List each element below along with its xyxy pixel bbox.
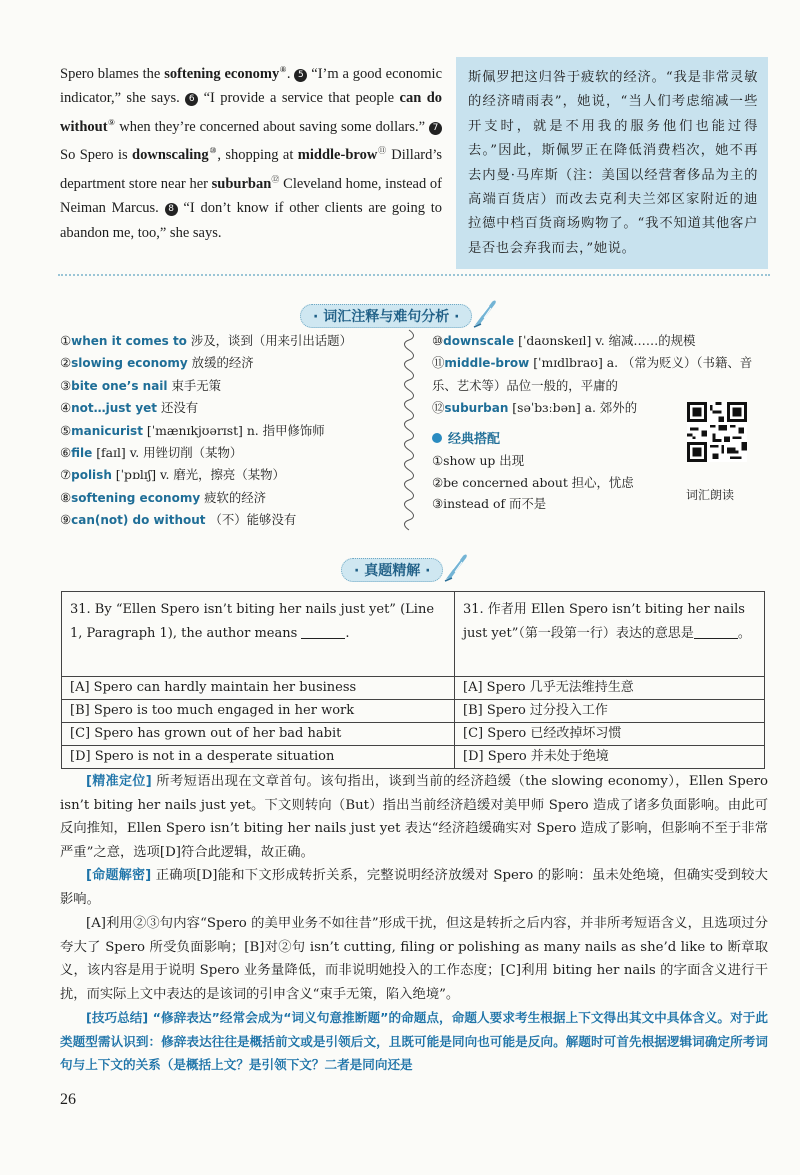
vocab-item: ⑦polish [ˈpɒlɪʃ] v. 磨光，擦亮（某物） <box>60 467 285 483</box>
vocab-item: ⑩downscale [ˈdaʊnskeɪl] v. 缩减……的规模 <box>432 333 696 348</box>
collocation-item: ①show up 出现 <box>432 453 525 469</box>
quill-pen-icon <box>472 298 498 328</box>
option-zh: [A] Spero 几乎无法维持生意 <box>455 677 765 700</box>
exam-section-header <box>341 552 469 582</box>
analysis-distractors: [A]利用②③句内容“Spero 的美甲业务不如往昔”形成干扰，但这是转折之后内容，并非所考短语含义，且选项过分夸大了 Spero 所受负面影响；[B]对②句 isn’t cutting, filing or polishing as many nails as she’d like to 断章取义，该内容是用于说明 Spero 业务量降低，而非说明她投入的工作态度；[C]利用 biting her nails 的字面含义进行干扰，而实际上文中表达的是该词的引申含义“束手无策，陷入绝境”。 <box>60 916 768 1002</box>
quill-pen-icon <box>443 552 469 582</box>
vocab-item: ①when it comes to 涉及，谈到（用来引出话题） <box>60 333 352 348</box>
vocab-item: ⑨can(not) do without （不）能够没有 <box>60 512 297 528</box>
vocab-item: ③bite one’s nail 束手无策 <box>60 377 222 393</box>
option-zh: [C] Spero 已经改掉坏习惯 <box>455 723 765 746</box>
vocab-list-left <box>60 330 390 532</box>
answer-blank <box>301 625 345 639</box>
sentence-marker: 8 <box>165 203 178 216</box>
vocab-item: ⑧softening economy 疲软的经济 <box>60 489 267 505</box>
answer-blank <box>694 625 738 639</box>
qr-label: 词汇朗读 <box>686 488 735 502</box>
vocab-item: ⑥file [faɪl] v. 用锉切削（某物） <box>60 445 243 461</box>
sentence-marker: 6 <box>185 93 198 106</box>
question-en: 31. By “Ellen Spero isn’t biting her nails just yet” (Line 1, Paragraph 1), the author means . <box>62 592 455 677</box>
option-en: [A] Spero can hardly maintain her business <box>62 677 455 700</box>
spiral-divider-icon <box>402 328 416 532</box>
sentence-marker: 7 <box>429 122 442 135</box>
option-en: [D] Spero is not in a desperate situation <box>62 746 455 769</box>
exam-header-label: · 真题精解 · <box>341 558 443 582</box>
vocab-item: 乐、艺术等）品位一般的，平庸的 <box>432 377 618 393</box>
option-zh: [D] Spero 并未处于绝境 <box>455 746 765 769</box>
analysis-tips: [技巧总结] “修辞表达”经常会成为“词义句意推断题”的命题点，命题人要求考生根据上下文得出其文中具体含义。对于此类题型需认识到：修辞表达往往是概括前文或是引领后文，且既可能是同向也可能是反向。解题时可首先根据逻辑词确定所考词句与上下文的关系（是概括上文？是引领下文？二者是同向还是 <box>60 1010 768 1073</box>
analysis-decode: [命题解密] 正确项[D]能和下文形成转折关系，完整说明经济放缓对 Spero 的影响：虽未处绝境，但确实受到较大影响。 <box>60 868 768 907</box>
question-table <box>61 591 765 769</box>
bullet-dot-icon <box>432 433 442 443</box>
option-zh: [B] Spero 过分投入工作 <box>455 700 765 723</box>
section-divider <box>58 274 770 276</box>
collocation-item: ②be concerned about 担心，忧虑 <box>432 474 634 490</box>
collocation-header: 经典搭配 <box>432 428 634 450</box>
vocab-section-header <box>300 298 498 328</box>
vocab-header-label: · 词汇注释与难句分析 · <box>300 304 472 328</box>
vocab-item: ④not…just yet 还没有 <box>60 400 199 416</box>
vocab-item: ⑫suburban [səˈbɜːbən] a. 郊外的 <box>432 400 638 416</box>
analysis-location: [精准定位] 所考短语出现在文章首句。该句指出，谈到当前的经济趋缓（the slowing economy），Ellen Spero isn’t biting her nails just yet。下文则转向（But）指出当前经济趋缓对美甲师 Spero 造成了诸多负面影响。由此可反向推知，Ellen Spero isn’t biting her nails just yet 表达“经济趋缓确实对 Spero 造成了影响，但影响不至于非常严重”之意，选项[D]符合此逻辑，故正确。 <box>60 774 768 860</box>
translation-text: 斯佩罗把这归咎于疲软的经济。“我是非常灵敏的经济晴雨表”，她说，“当人们考虑缩减一些开支时，就是不用我的服务他们也能过得去。”因此，斯佩罗正在降低消费档次，她不再去内曼·马库斯（注：美国以经营奢侈品为主的高端百货店）而改去克利夫兰郊区家附近的迪拉德中档百货商场购物了。“我不知道其他客户是否也会弃我而去，”她说。 <box>468 70 758 256</box>
question-zh: 31. 作者用 Ellen Spero isn’t biting her nails just yet”（第一段第一行）表达的意思是 。 <box>455 592 765 677</box>
translation-box <box>456 57 768 269</box>
vocab-item: ⑤manicurist [ˈmænɪkjʊərɪst] n. 指甲修饰师 <box>60 422 325 438</box>
english-passage: Spero blames the softening economy⑧. 5 “I’m a good economic indicator,” she says. 6 “I provide a service that people can do without⑨ when they’re concerned about saving some dollars.” 7So Spero is downscaling⑩, shopping at middle-brow⑪ Dillard’s department store near her suburban⑫ Cleveland home, instead of Neiman Marcus. 8 “I don’t know if other clients are going to abandon me, too,” she says. <box>60 65 443 241</box>
page-number: 26 <box>60 1091 76 1108</box>
qr-code-icon[interactable] <box>687 402 747 462</box>
vocab-item: ②slowing economy 放缓的经济 <box>60 355 254 371</box>
sentence-marker: 5 <box>294 69 307 82</box>
vocab-item: ⑪middle-brow [ˈmɪdlbraʊ] a. （常为贬义）（书籍、音 <box>432 355 753 371</box>
collocation-item: ③instead of 而不是 <box>432 496 547 512</box>
collocation-block <box>432 428 634 515</box>
option-en: [B] Spero is too much engaged in her work <box>62 700 455 723</box>
option-en: [C] Spero has grown out of her bad habit <box>62 723 455 746</box>
